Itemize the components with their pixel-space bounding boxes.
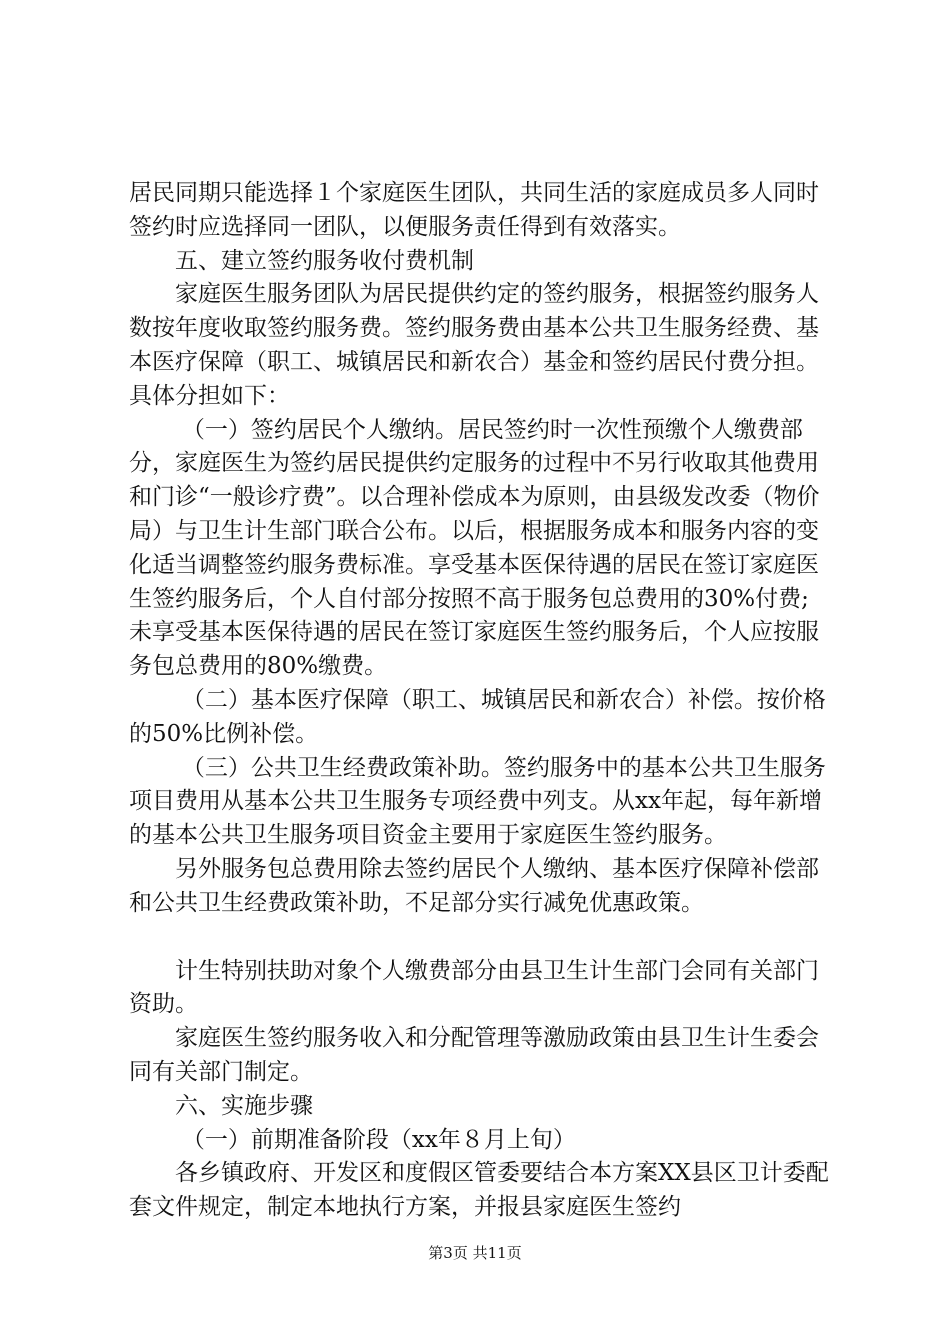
page-footer: 第3页 共11页: [428, 1244, 522, 1262]
document-body: [129, 177, 829, 1225]
paragraph-continuation: 居民同期只能选择１个家庭医生团队，共同生活的家庭成员多人同时签约时应选择同一团队，以便服务责任得到有效落实。: [129, 180, 819, 240]
paragraph-fee-intro: 家庭医生服务团队为居民提供约定的签约服务，根据签约服务人数按年度收取签约服务费。签约服务费由基本公共卫生服务经费、基本医疗保障（职工、城镇居民和新农合）基金和签约居民付费分担。具体分担如下：: [129, 281, 819, 409]
blank-line: [129, 921, 829, 955]
paragraph-remaining-fees: 另外服务包总费用除去签约居民个人缴纳、基本医疗保障补偿部和公共卫生经费政策补助，不足部分实行减免优惠政策。: [129, 855, 819, 916]
paragraph-item-one: （一）签约居民个人缴纳。居民签约时一次性预缴个人缴费部分，家庭医生为签约居民提供约定服务的过程中不另行收取其他费用和门诊“一般诊疗费”。以合理补偿成本为原则，由县级发改委（物价局）与卫生计生部门联合公布。以后，根据服务成本和服务内容的变化适当调整签约服务费标准。享受基本医保待遇的居民在签订家庭医生签约服务后，个人自付部分按照不高于服务包总费用的30%付费;未享受基本医保待遇的居民在签订家庭医生签约服务后，个人应按服务包总费用的80%缴费。: [129, 416, 820, 680]
section-heading-five: 五、建立签约服务收付费机制: [175, 247, 474, 274]
paragraph-family-planning: 计生特别扶助对象个人缴费部分由县卫生计生部门会同有关部门资助。: [129, 957, 819, 1018]
paragraph-preparation: 各乡镇政府、开发区和度假区管委要结合本方案XX县区卫计委配套文件规定，制定本地执行方案，并报县家庭医生签约: [129, 1160, 829, 1221]
paragraph-income-distribution: 家庭医生签约服务收入和分配管理等激励政策由县卫生计生委会同有关部门制定。: [129, 1025, 819, 1085]
section-heading-six: 六、实施步骤: [175, 1092, 313, 1119]
paragraph-item-two: （二）基本医疗保障（职工、城镇居民和新农合）补偿。按价格的50%比例补偿。: [129, 686, 826, 747]
paragraph-item-three: （三）公共卫生经费政策补助。签约服务中的基本公共卫生服务项目费用从基本公共卫生服务专项经费中列支。从xx年起，每年新增的基本公共卫生服务项目资金主要用于家庭医生签约服务。: [129, 754, 826, 849]
subheading-preparation: （一）前期准备阶段（xx年８月上旬）: [181, 1126, 576, 1153]
